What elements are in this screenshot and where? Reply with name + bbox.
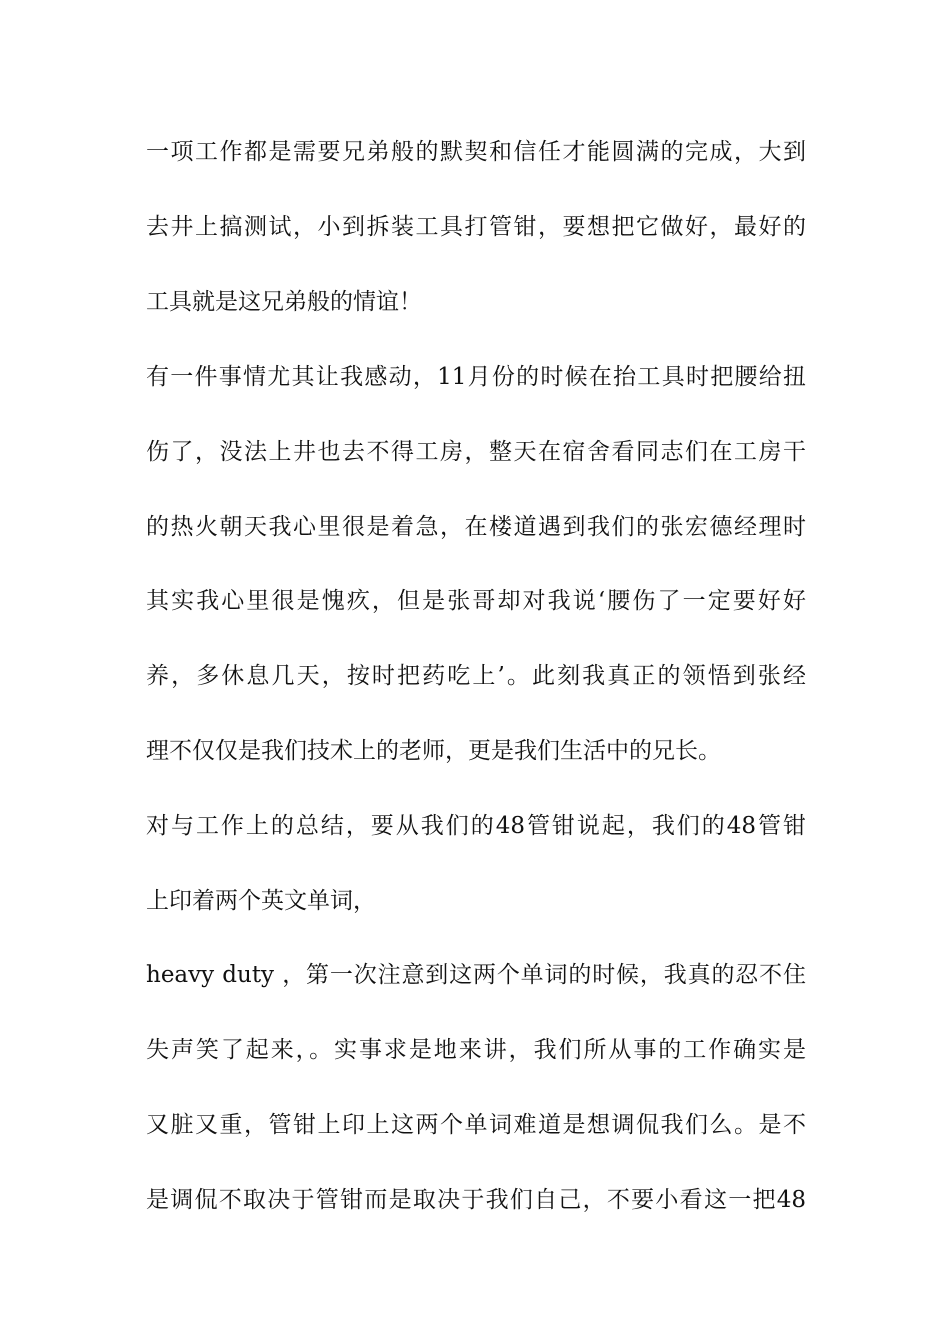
text-line: 一项工作都是需要兄弟般的默契和信任才能圆满的完成，大到 [146, 139, 806, 165]
text-line: 工具就是这兄弟般的情谊！ [146, 289, 422, 315]
text-line: 伤了，没法上井也去不得工房，整天在宿舍看同志们在工房干 [146, 439, 806, 465]
text-line: 是调侃不取决于管钳而是取决于我们自己，不要小看这一把48 [146, 1187, 806, 1213]
text-line: 上印着两个英文单词， [146, 888, 376, 914]
text-line: heavy duty ，第一次注意到这两个单词的时候，我真的忍不住 [146, 962, 806, 988]
text-line: 理不仅仅是我们技术上的老师，更是我们生活中的兄长。 [146, 738, 721, 764]
text-line: 的热火朝天我心里很是着急，在楼道遇到我们的张宏德经理时 [146, 514, 806, 540]
text-line: 对与工作上的总结，要从我们的48管钳说起，我们的48管钳 [146, 813, 806, 839]
text-line: 又脏又重，管钳上印上这两个单词难道是想调侃我们么。是不 [146, 1112, 806, 1138]
text-line: 失声笑了起来，。实事求是地来讲，我们所从事的工作确实是 [146, 1037, 806, 1063]
text-line: 养，多休息几天，按时把药吃上’。此刻我真正的领悟到张经 [146, 663, 806, 689]
text-line: 去井上搞测试，小到拆装工具打管钳，要想把它做好，最好的 [146, 214, 806, 240]
text-line: 有一件事情尤其让我感动，11月份的时候在抬工具时把腰给扭 [146, 364, 806, 390]
text-line: 其实我心里很是愧疚，但是张哥却对我说‘腰伤了一定要好好 [146, 588, 806, 614]
